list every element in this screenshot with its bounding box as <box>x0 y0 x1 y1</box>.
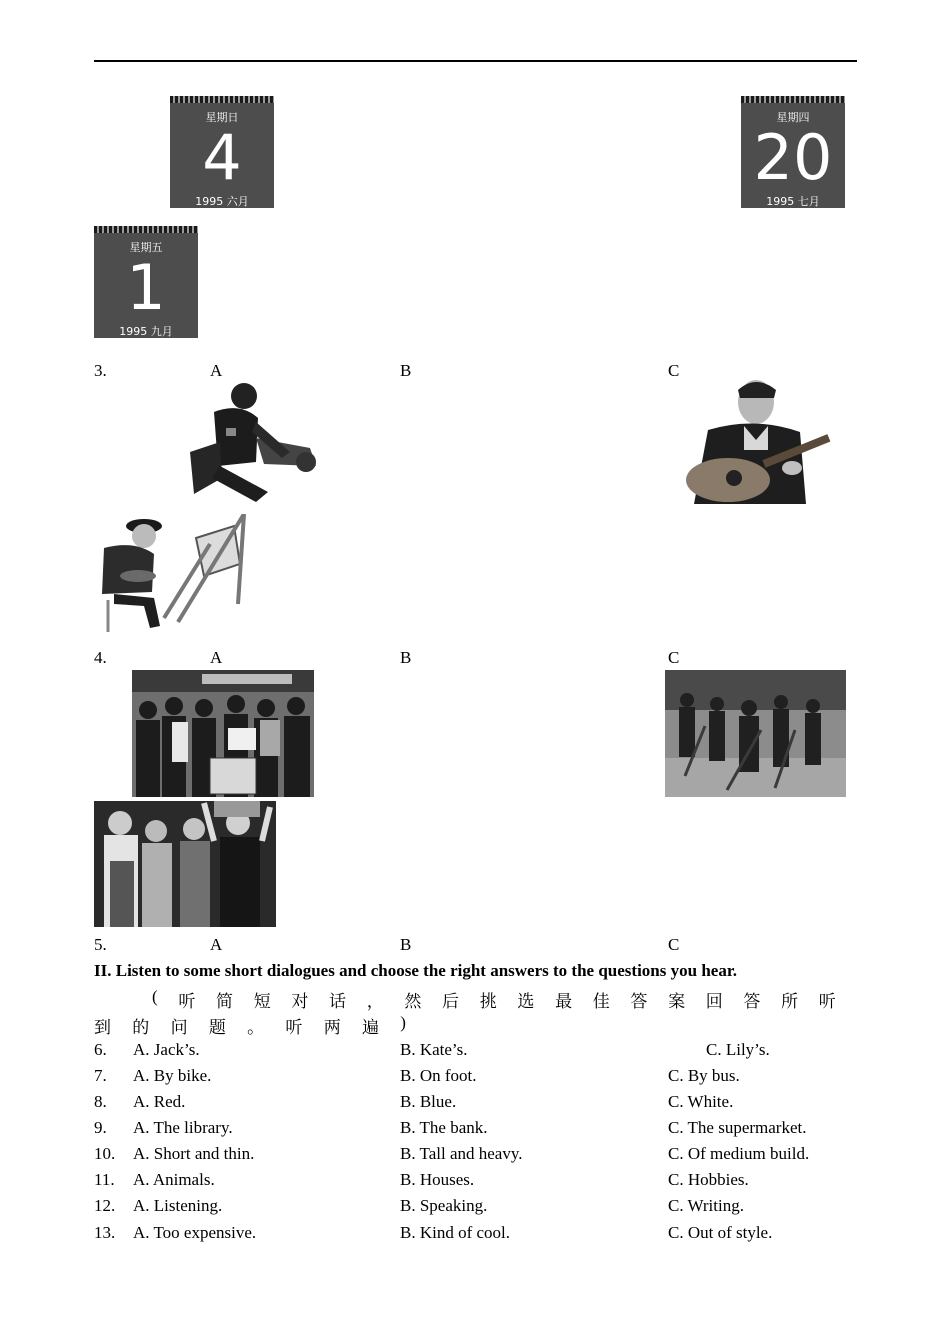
option-label-a: A <box>210 648 223 667</box>
answer-option-a: A. Jack’s. <box>133 1040 200 1059</box>
option-label-c: C <box>668 361 680 380</box>
answer-option-a: A. By bike. <box>133 1066 212 1085</box>
option-label-b: B <box>400 648 412 667</box>
answer-option-c: C. The supermarket. <box>668 1118 807 1137</box>
answer-option-b: B. Kind of cool. <box>400 1223 511 1242</box>
question-number: 13. <box>94 1223 116 1242</box>
answer-option-a: A. Short and thin. <box>133 1144 255 1163</box>
answer-option-b: B. Blue. <box>400 1092 457 1111</box>
donation-photo <box>132 670 314 797</box>
question-number: 9. <box>94 1118 107 1137</box>
calendar-rings <box>741 96 845 103</box>
calendar-weekday: 星期日 <box>205 111 239 124</box>
answer-option-c: C. Hobbies. <box>668 1170 749 1189</box>
answer-option-c: C. Lily’s. <box>706 1040 770 1059</box>
answer-option-b: B. Tall and heavy. <box>400 1144 523 1163</box>
answer-option-c: C. White. <box>668 1092 734 1111</box>
sweeping-photo <box>665 670 846 797</box>
question-number: 12. <box>94 1196 116 1215</box>
calendar-day: 4 <box>202 121 242 194</box>
painter-picture <box>94 514 254 634</box>
first-aid-picture <box>160 382 320 504</box>
answer-option-c: C. Of medium build. <box>668 1144 810 1163</box>
question-number: 4. <box>94 648 107 667</box>
answer-option-c: C. By bus. <box>668 1066 740 1085</box>
question-number: 8. <box>94 1092 107 1111</box>
calendar-tile-friday <box>94 226 198 338</box>
calendar-weekday: 星期五 <box>129 241 163 254</box>
option-label-b: B <box>400 935 412 954</box>
option-label-c: C <box>668 935 680 954</box>
instruction-line-2: 到 的 问 题 。 听 两 遍 ) <box>94 1013 406 1037</box>
question-number: 6. <box>94 1040 107 1059</box>
answer-option-b: B. Houses. <box>400 1170 475 1189</box>
guitarist-picture <box>684 380 840 504</box>
calendar-tile-sunday <box>170 96 274 208</box>
answer-option-a: A. Red. <box>133 1092 186 1111</box>
question-number: 3. <box>94 361 107 380</box>
calendar-month: 1995 六月 <box>195 195 249 208</box>
answer-option-a: A. Listening. <box>133 1196 223 1215</box>
answer-option-b: B. Speaking. <box>400 1196 488 1215</box>
singing-photo <box>94 801 276 927</box>
calendar-rings <box>94 226 198 233</box>
calendar-rings <box>170 96 274 103</box>
answer-option-a: A. Too expensive. <box>133 1223 257 1242</box>
question-number: 11. <box>94 1170 115 1189</box>
answer-option-b: B. Kate’s. <box>400 1040 468 1059</box>
section-heading: II. Listen to some short dialogues and choose the right answers to the questions you hear. <box>94 961 738 980</box>
question-number: 5. <box>94 935 107 954</box>
calendar-weekday: 星期四 <box>776 111 810 124</box>
answer-option-c: C. Writing. <box>668 1196 744 1215</box>
header-rule <box>94 60 857 62</box>
question-number: 10. <box>94 1144 116 1163</box>
calendar-day: 20 <box>753 121 833 194</box>
answer-option-b: B. The bank. <box>400 1118 488 1137</box>
question-number: 7. <box>94 1066 107 1085</box>
calendar-month: 1995 九月 <box>119 325 173 338</box>
option-label-a: A <box>210 361 223 380</box>
option-label-a: A <box>210 935 223 954</box>
option-label-b: B <box>400 361 412 380</box>
calendar-day: 1 <box>126 251 166 324</box>
answer-option-b: B. On foot. <box>400 1066 477 1085</box>
answer-option-a: A. Animals. <box>133 1170 215 1189</box>
answer-option-c: C. Out of style. <box>668 1223 773 1242</box>
answer-option-a: A. The library. <box>133 1118 233 1137</box>
instruction-line-1: ( 听 简 短 对 话 ， 然 后 挑 选 最 佳 答 案 回 答 所 听 <box>152 987 836 1011</box>
option-label-c: C <box>668 648 680 667</box>
calendar-month: 1995 七月 <box>766 195 820 208</box>
calendar-tile-thursday <box>741 96 845 208</box>
